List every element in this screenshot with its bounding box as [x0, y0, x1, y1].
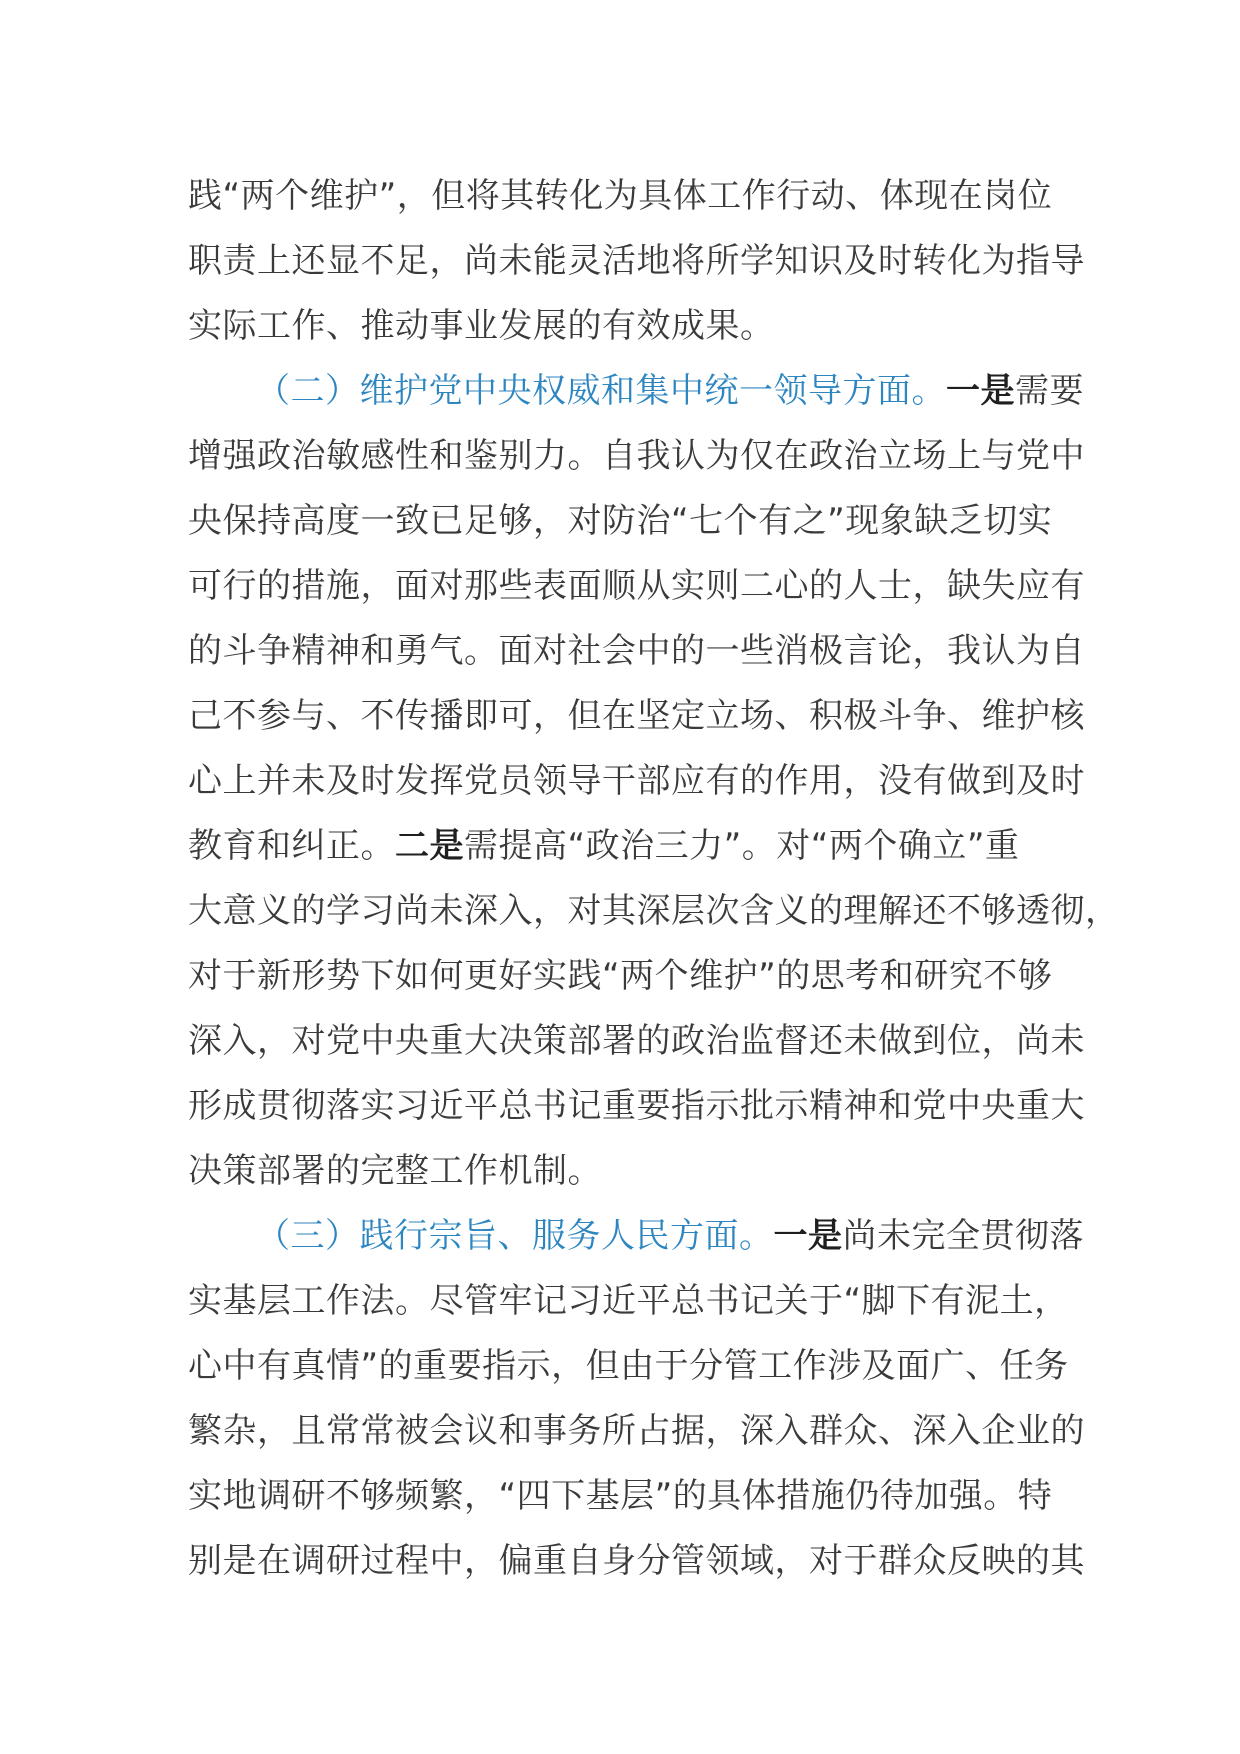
- paragraph-line: 心上并未及时发挥党员领导干部应有的作用，没有做到及时: [188, 761, 1085, 801]
- paragraph-text: 尚未完全贯彻落: [842, 1216, 1084, 1256]
- paragraph-line: 职责上还显不足，尚未能灵活地将所学知识及时转化为指导: [188, 241, 1085, 281]
- paragraph-line: 己不参与、不传播即可，但在坚定立场、积极斗争、维护核: [188, 696, 1085, 736]
- lead-phrase: 一是: [946, 371, 1015, 411]
- paragraph-line: 繁杂，且常常被会议和事务所占据，深入群众、深入企业的: [188, 1411, 1085, 1451]
- paragraph-text: 需提高“政治三力”。对“两个确立”重: [464, 826, 1020, 866]
- paragraph-text: 需要: [1015, 371, 1084, 411]
- section-heading-line-3: [188, 1204, 1084, 1269]
- paragraph-line: 大意义的学习尚未深入，对其深层次含义的理解还不够透彻，: [188, 891, 1120, 931]
- section-heading: （二）维护党中央权威和集中统一领导方面。: [256, 371, 946, 411]
- section-heading-line-2: [188, 359, 1084, 424]
- paragraph-line: 决策部署的完整工作机制。: [188, 1151, 602, 1191]
- paragraph-line: 践“两个维护”，但将其转化为具体工作行动、体现在岗位: [188, 176, 1053, 216]
- lead-phrase: 一是: [773, 1216, 843, 1256]
- document-body: [188, 164, 1120, 1594]
- section-heading: （三）践行宗旨、服务人民方面。: [256, 1216, 774, 1256]
- paragraph-line: 央保持高度一致已足够，对防治“七个有之”现象缺乏切实: [188, 501, 1053, 541]
- paragraph-line: 的斗争精神和勇气。面对社会中的一些消极言论，我认为自: [188, 631, 1085, 671]
- paragraph-line: 实基层工作法。尽管牢记习近平总书记关于“脚下有泥土，: [188, 1281, 1069, 1321]
- lead-phrase: 二是: [395, 826, 464, 866]
- paragraph-line: 形成贯彻落实习近平总书记重要指示批示精神和党中央重大: [188, 1086, 1085, 1126]
- paragraph-line-mixed: [188, 814, 1060, 879]
- paragraph-line: 增强政治敏感性和鉴别力。自我认为仅在政治立场上与党中: [188, 436, 1085, 476]
- paragraph-text: 教育和纠正。: [188, 826, 395, 866]
- paragraph-line: 对于新形势下如何更好实践“两个维护”的思考和研究不够: [188, 956, 1053, 996]
- paragraph-line: 实际工作、推动事业发展的有效成果。: [188, 306, 775, 346]
- paragraph-line: 实地调研不够频繁，“四下基层”的具体措施仍待加强。特: [188, 1476, 1053, 1516]
- paragraph-line: 心中有真情”的重要指示，但由于分管工作涉及面广、任务: [188, 1346, 1069, 1386]
- paragraph-line: 别是在调研过程中，偏重自身分管领域，对于群众反映的其: [188, 1541, 1085, 1581]
- paragraph-line: 深入，对党中央重大决策部署的政治监督还未做到位，尚未: [188, 1021, 1085, 1061]
- paragraph-line: 可行的措施，面对那些表面顺从实则二心的人士，缺失应有: [188, 566, 1085, 606]
